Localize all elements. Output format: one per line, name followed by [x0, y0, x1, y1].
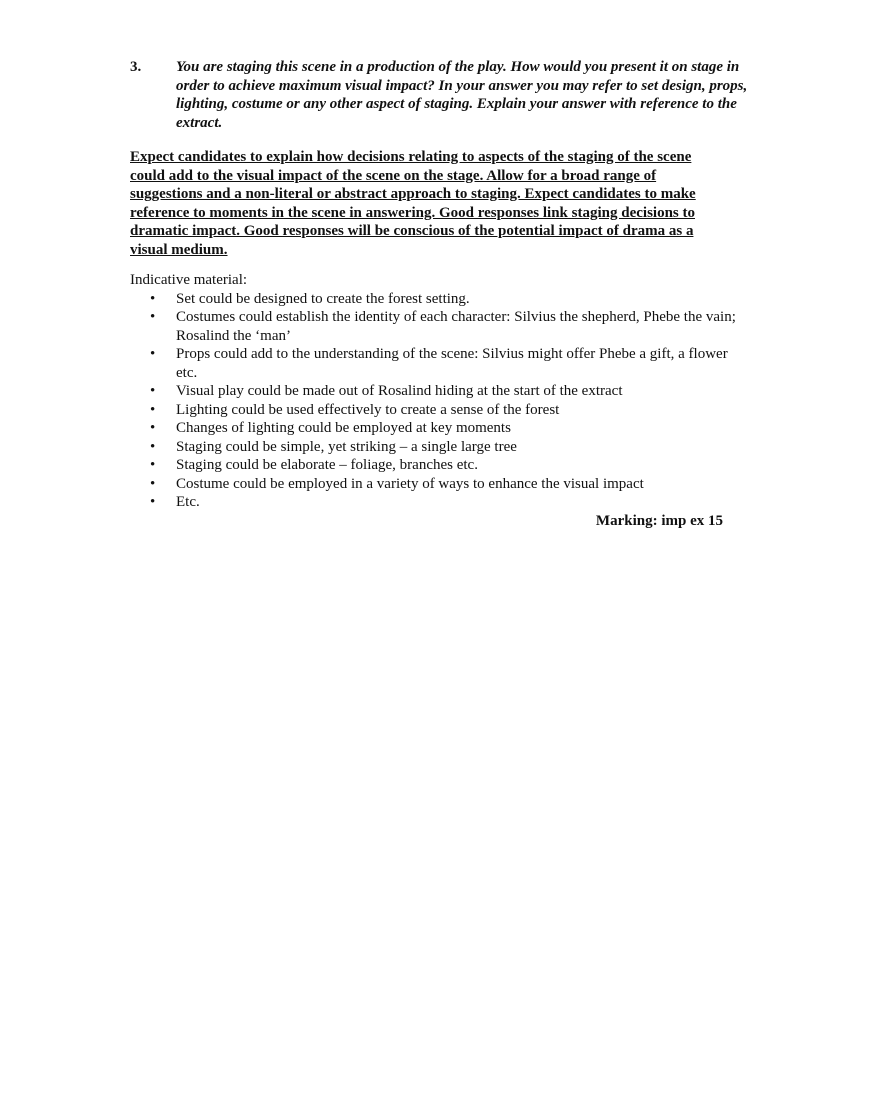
examiner-guidance: Expect candidates to explain how decisions relating to aspects of the staging of the scene could add to the visual impact of the scene on the stage. Allow for a broad range of suggestions and a non-literal or abstract approach to staging. Expect candidates to make reference to moments in the scene in answering. Good responses link staging decisions to dramatic impact. Good responses will be conscious of the potential impact of drama as a visual medium.	[130, 149, 696, 258]
list-item	[130, 438, 740, 457]
bullet-icon: •	[150, 401, 156, 418]
list-item	[130, 493, 740, 512]
list-item-text: Costume could be employed in a variety of ways to enhance the visual impact	[176, 475, 644, 492]
question-number: 3.	[130, 59, 142, 75]
list-item-text: Costumes could establish the identity of each character: Silvius the shepherd, Phebe the vain; Rosalind the ‘man’	[176, 309, 736, 344]
list-item	[130, 290, 740, 309]
bullet-icon: •	[150, 383, 156, 399]
list-item-text: Staging could be simple, yet striking – a single large tree	[176, 438, 517, 455]
list-item-text: Set could be designed to create the forest setting.	[176, 290, 470, 307]
bullet-icon: •	[150, 420, 156, 436]
question-text: You are staging this scene in a production of the play. How would you present it on stage in order to achieve maximum visual impact? In your answer you may refer to set design, props, lighting, costume or any other aspect of staging. Explain your answer with reference to the extract.	[176, 59, 748, 131]
bullet-icon: •	[150, 438, 156, 455]
list-item	[130, 475, 740, 494]
indicative-material	[130, 271, 740, 512]
bullet-icon: •	[150, 346, 156, 362]
bullet-icon: •	[150, 290, 156, 307]
marking-scheme: Marking: imp ex 15	[595, 513, 723, 529]
list-item	[130, 308, 740, 345]
indicative-heading: Indicative material:	[130, 272, 248, 288]
list-item	[130, 456, 740, 475]
list-item	[130, 419, 740, 438]
list-item-text: Props could add to the understanding of the scene: Silvius might offer Phebe a gift, a flower etc.	[176, 346, 728, 381]
list-item-text: Staging could be elaborate – foliage, branches etc.	[176, 457, 478, 473]
indicative-list	[130, 290, 740, 512]
list-item-text: Changes of lighting could be employed at key moments	[176, 420, 511, 436]
list-item-text: Lighting could be used effectively to create a sense of the forest	[176, 401, 560, 418]
list-item	[130, 382, 740, 401]
bullet-icon: •	[150, 457, 156, 473]
list-item	[130, 345, 740, 382]
bullet-icon: •	[150, 309, 156, 325]
list-item-text: Etc.	[176, 494, 200, 510]
bullet-icon: •	[150, 494, 156, 510]
list-item-text: Visual play could be made out of Rosalind hiding at the start of the extract	[176, 383, 623, 399]
bullet-icon: •	[150, 475, 156, 492]
list-item	[130, 401, 740, 420]
